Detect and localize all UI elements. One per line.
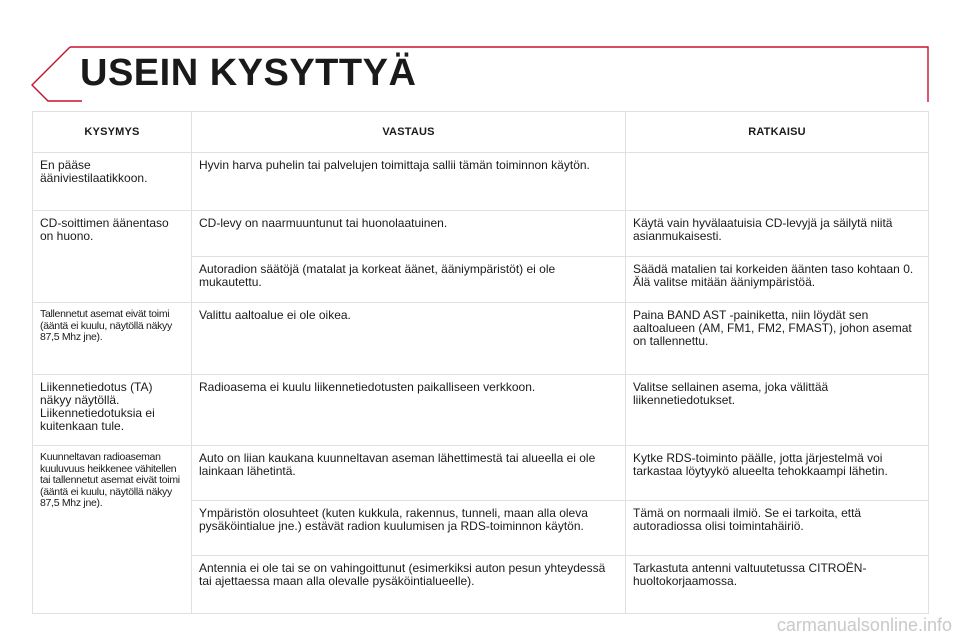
column-header-question: KYSYMYS	[33, 112, 192, 153]
solution-cell: Säädä matalien tai korkeiden äänten taso kohtaan 0. Älä valitse mitään ääniympäristöä.	[626, 257, 929, 303]
solution-cell: Kytke RDS-toiminto päälle, jotta järjestelmä voi tarkastaa löytyykö alueelta tehokkaampi lähetin.	[626, 446, 929, 501]
solution-cell: Käytä vain hyvälaatuisia CD-levyjä ja säilytä niitä asianmukaisesti.	[626, 211, 929, 257]
table-row	[33, 303, 929, 375]
table-header-row	[33, 112, 929, 153]
table-row	[33, 211, 929, 257]
answer-cell: Radioasema ei kuulu liikennetiedotusten paikalliseen verkkoon.	[192, 375, 626, 446]
question-cell: Tallennetut asemat eivät toimi (ääntä ei kuulu, näytöllä näkyy 87,5 Mhz jne).	[33, 303, 192, 375]
table-row	[33, 446, 929, 501]
answer-cell: Antennia ei ole tai se on vahingoittunut (esimerkiksi auton pesun yhteydessä tai ajettaessa maan alla olevalle pysäköintialueelle).	[192, 556, 626, 614]
solution-cell: Tämä on normaali ilmiö. Se ei tarkoita, että autoradiossa olisi toimintahäiriö.	[626, 501, 929, 556]
question-cell: En pääse ääniviestilaatikkoon.	[33, 153, 192, 211]
solution-cell: Valitse sellainen asema, joka välittää liikennetiedotukset.	[626, 375, 929, 446]
column-header-solution: RATKAISU	[626, 112, 929, 153]
watermark: carmanualsonline.info	[776, 615, 952, 635]
answer-cell: CD-levy on naarmuuntunut tai huonolaatuinen.	[192, 211, 626, 257]
question-cell: CD-soittimen äänentaso on huono.	[33, 211, 192, 303]
answer-cell: Valittu aaltoalue ei ole oikea.	[192, 303, 626, 375]
solution-cell	[626, 153, 929, 211]
table-row	[33, 375, 929, 446]
table-row	[33, 153, 929, 211]
solution-cell: Paina BAND AST -painiketta, niin löydät sen aaltoalueen (AM, FM1, FM2, FMAST), johon asemat on tallennettu.	[626, 303, 929, 375]
solution-cell: Tarkastuta antenni valtuutetussa CITROËN-huoltokorjaamossa.	[626, 556, 929, 614]
question-cell: Kuunneltavan radioaseman kuuluvuus heikkenee vähitellen tai tallennetut asemat eivät toimi (ääntä ei kuulu, näytöllä näkyy 87,5 Mhz jne).	[33, 446, 192, 614]
answer-cell: Ympäristön olosuhteet (kuten kukkula, rakennus, tunneli, maan alla oleva pysäköintialue jne.) estävät radion kuulumisen ja RDS-toiminnon käytön.	[192, 501, 626, 556]
answer-cell: Autoradion säätöjä (matalat ja korkeat äänet, ääniympäristöt) ei ole mukautettu.	[192, 257, 626, 303]
column-header-answer: VASTAUS	[192, 112, 626, 153]
question-cell: Liikennetiedotus (TA) näkyy näytöllä. Liikennetiedotuksia ei kuitenkaan tule.	[33, 375, 192, 446]
answer-cell: Hyvin harva puhelin tai palvelujen toimittaja sallii tämän toiminnon käytön.	[192, 153, 626, 211]
faq-table	[32, 111, 929, 614]
answer-cell: Auto on liian kaukana kuunneltavan aseman lähettimestä tai alueella ei ole lainkaan lähetintä.	[192, 446, 626, 501]
page-title: USEIN KYSYTTYÄ	[80, 52, 417, 94]
